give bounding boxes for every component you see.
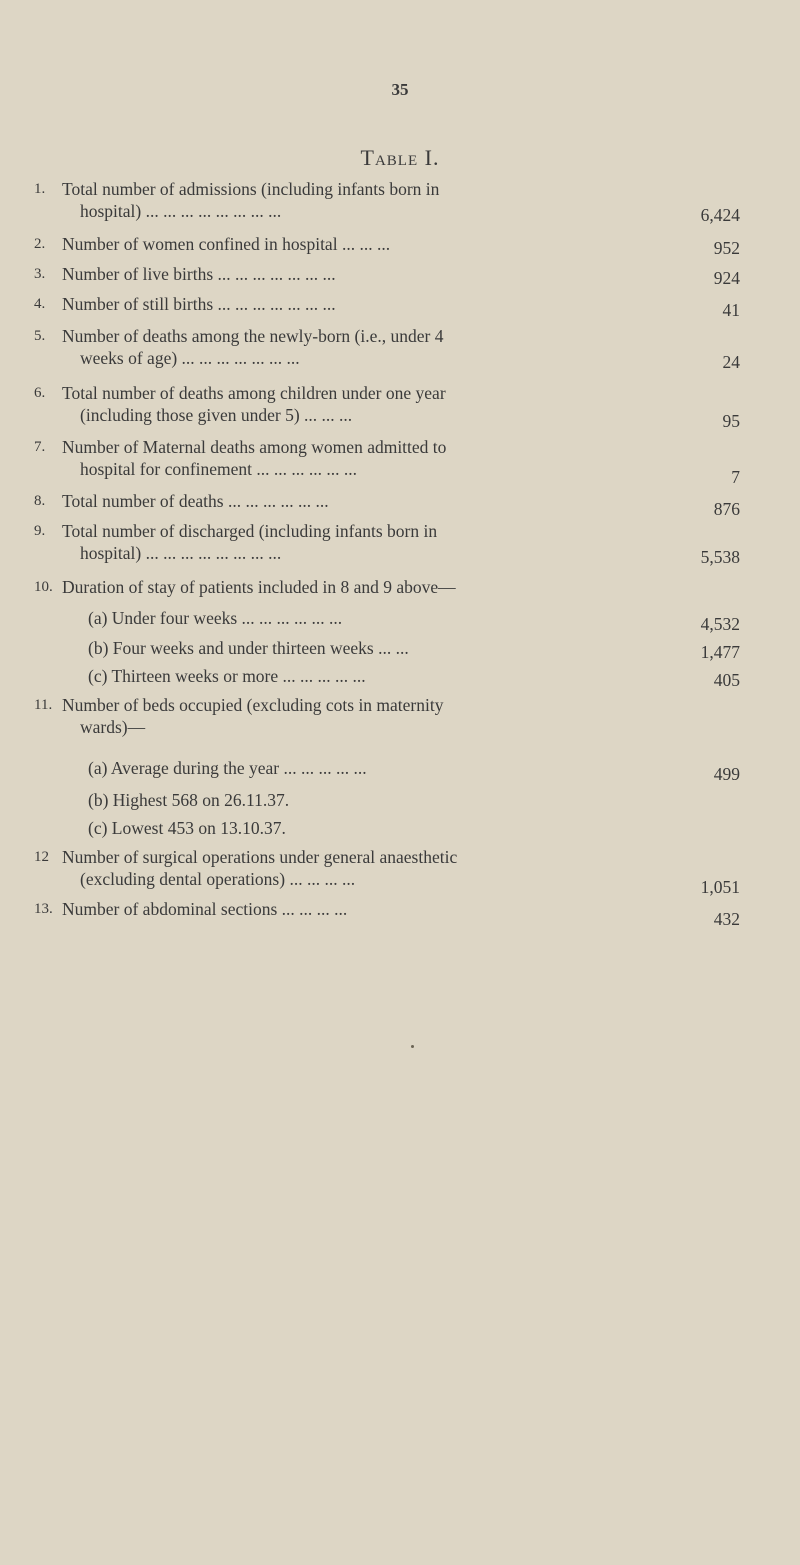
table-row (0, 898, 800, 929)
row-label-line: Total number of admissions (including infants born in (62, 179, 440, 199)
sub-row (0, 607, 800, 633)
row-value: 4,532 (700, 614, 740, 634)
row-number: 3. (34, 266, 46, 282)
sub-row-label: (a) Under four weeks ... ... ... ... ... ... (88, 608, 343, 628)
row-value: 432 (713, 909, 740, 929)
table-row (0, 846, 800, 896)
row-value: 1,477 (700, 642, 740, 662)
row-value: 924 (713, 268, 740, 288)
row-number: 10. (34, 579, 53, 595)
table-row (0, 490, 800, 519)
sub-row-label: (b) Four weeks and under thirteen weeks ... ... (88, 638, 409, 658)
table-row (0, 694, 800, 744)
row-value: 1,051 (700, 877, 740, 897)
table-row (0, 178, 800, 228)
table-title: Table I. (360, 145, 440, 170)
row-label-line: (including those given under 5) ... ... ... (80, 405, 353, 425)
row-number: 1. (34, 181, 46, 197)
row-number: 8. (34, 493, 46, 509)
row-value: 952 (713, 238, 740, 258)
row-number: 6. (34, 385, 46, 401)
row-label-line: hospital) ... ... ... ... ... ... ... ... (80, 201, 282, 221)
row-value: 6,424 (700, 205, 740, 225)
row-value: 24 (722, 352, 740, 372)
row-label-line: Total number of discharged (including infants born in (62, 521, 438, 541)
page-speck (411, 1045, 414, 1048)
table-row (0, 233, 800, 259)
table-row (0, 325, 800, 375)
table-row (0, 293, 800, 319)
row-value: 405 (713, 670, 740, 690)
row-value: 499 (713, 764, 740, 784)
row-label-line: Number of live births ... ... ... ... ... ... ... (62, 264, 336, 284)
row-label-line: (excluding dental operations) ... ... ... ... (80, 869, 356, 889)
sub-row-label: (b) Highest 568 on 26.11.37. (88, 790, 290, 810)
row-label-line: Number of deaths among the newly-born (i.e., under 4 (62, 326, 444, 346)
table-row (0, 520, 800, 570)
row-number: 13. (34, 901, 53, 917)
row-label-line: weeks of age) ... ... ... ... ... ... ... (80, 348, 300, 368)
row-label-line: hospital for confinement ... ... ... ... ... ... (80, 459, 358, 479)
sub-row (0, 637, 800, 663)
row-number: 2. (34, 236, 46, 252)
row-label-line: hospital) ... ... ... ... ... ... ... ... (80, 543, 282, 563)
row-number: 9. (34, 523, 46, 539)
row-number: 12 (34, 849, 49, 865)
table-row (0, 382, 800, 432)
row-label-line: Number of still births ... ... ... ... ... ... ... (62, 294, 336, 314)
row-label-line: Number of beds occupied (excluding cots in maternity (62, 695, 444, 715)
row-label-line: Total number of deaths ... ... ... ... ... ... (62, 491, 329, 511)
row-number: 5. (34, 328, 46, 344)
row-label-line: Number of surgical operations under general anaesthetic (62, 847, 458, 867)
sub-row (0, 757, 800, 783)
row-number: 4. (34, 296, 46, 312)
row-label-line: Total number of deaths among children under one year (62, 383, 446, 403)
sub-row (0, 789, 800, 815)
page-number: 35 (391, 80, 409, 99)
row-label-line: Number of Maternal deaths among women admitted to (62, 437, 447, 457)
table-row (0, 576, 800, 602)
row-value: 95 (722, 411, 740, 431)
row-label-line: Number of abdominal sections ... ... ... ... (62, 899, 348, 919)
row-value: 41 (722, 300, 740, 320)
row-value: 876 (713, 499, 740, 519)
row-label-line: wards)— (80, 717, 146, 737)
sub-row (0, 817, 800, 843)
sub-row-label: (a) Average during the year ... ... ... ... ... (88, 758, 367, 778)
row-value: 7 (731, 467, 740, 487)
row-label-line: Duration of stay of patients included in 8 and 9 above— (62, 577, 456, 597)
row-number: 7. (34, 439, 46, 455)
sub-row-label: (c) Thirteen weeks or more ... ... ... ... ... (88, 666, 366, 686)
row-number: 11. (34, 697, 53, 713)
sub-row (0, 665, 800, 691)
row-label-line: Number of women confined in hospital ... ... ... (62, 234, 391, 254)
row-value: 5,538 (700, 547, 740, 567)
table-row (0, 263, 800, 289)
sub-row-label: (c) Lowest 453 on 13.10.37. (88, 818, 286, 838)
table-row (0, 436, 800, 486)
